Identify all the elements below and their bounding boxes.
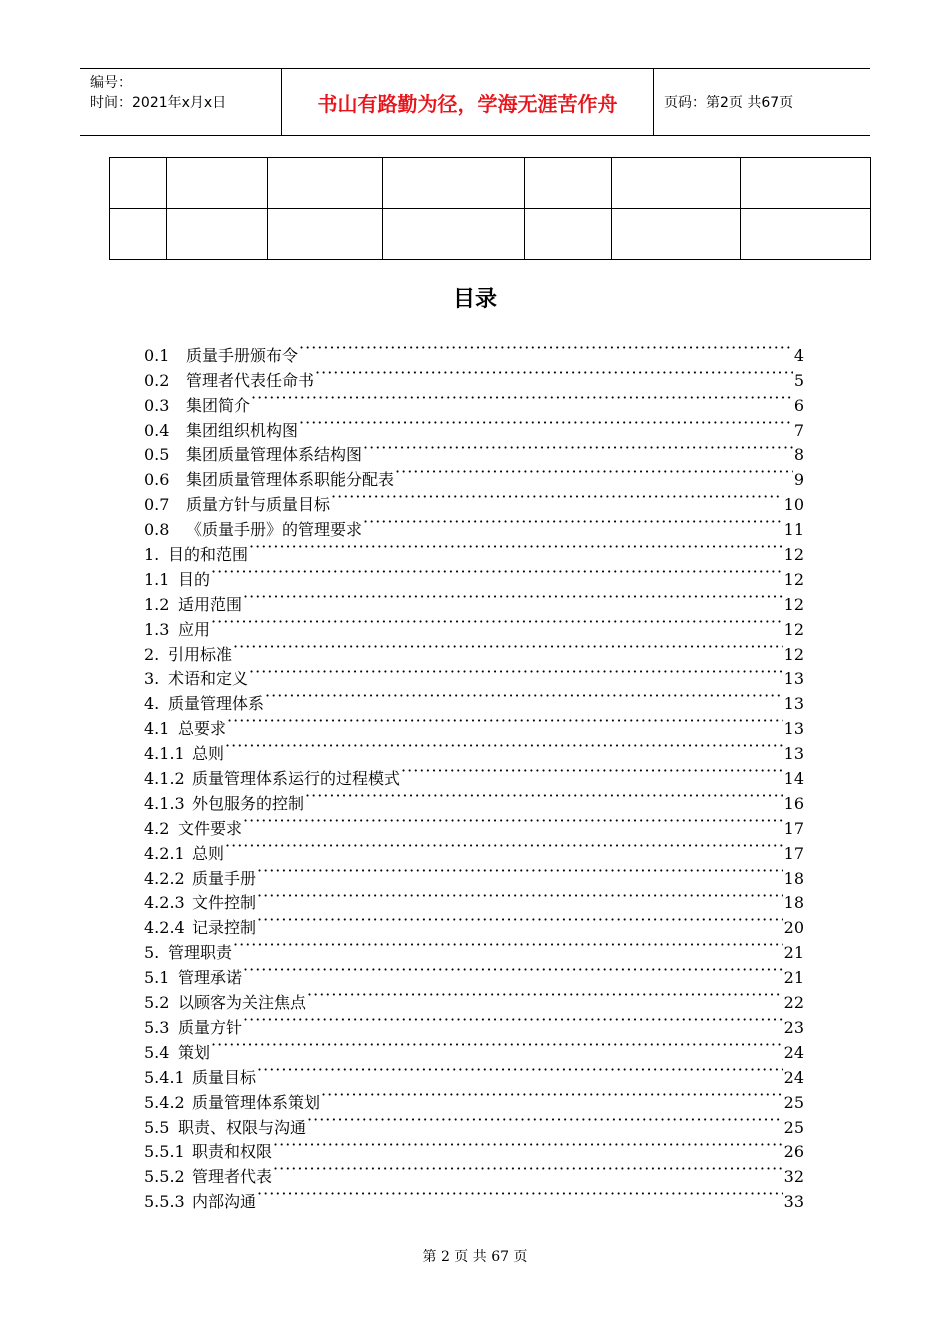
page-footer: 第 2 页 共 67 页 [422,1249,528,1265]
toc-entry-title: 集团质量管理体系结构图 [186,445,363,465]
header-motto: 书山有路勤为径，学海无涯苦作舟 [282,69,654,135]
toc-entry-number: 4.1.2 [144,769,185,789]
header-page-info: 页码：第2页 共67页 [664,95,794,111]
toc-entry-page: 24 [783,1042,804,1062]
toc-entry-page: 32 [783,1167,804,1187]
toc-entry-page: 20 [783,918,804,938]
toc-entry-number: 1. [144,545,160,565]
toc-leader-dots [257,908,783,933]
toc-entry-title: 总要求 [178,719,227,739]
table-cell [267,158,382,209]
table-cell [267,209,382,260]
toc-entry-page: 26 [783,1142,804,1162]
header-meta [80,69,282,135]
toc-entry-title: 应用 [178,619,211,639]
toc-entry-number: 0.6 [144,470,170,490]
toc-leader-dots [321,1083,783,1108]
toc-entry-number: 4.1 [144,719,170,739]
toc-entry-number: 0.4 [144,420,170,440]
toc-leader-dots [225,734,783,759]
toc-entry-number: 5. [144,943,160,963]
toc-entry-page: 17 [783,818,804,838]
toc-entry-title: 文件控制 [192,893,257,913]
toc-leader-dots [307,983,783,1008]
toc-entry-title: 策划 [178,1042,211,1062]
toc-entry-number: 5.5.3 [144,1192,185,1212]
empty-grid-table [109,157,871,260]
toc-leader-dots [211,610,783,635]
toc-entry-title: 质量管理体系运行的过程模式 [192,769,401,789]
toc-entry-page: 23 [783,1017,804,1037]
toc-leader-dots [299,411,793,436]
toc-entry[interactable] [144,734,804,764]
toc-entry[interactable] [144,933,804,963]
toc-entry-number: 1.1 [144,569,170,589]
toc-entry-page: 16 [783,793,804,813]
toc-entry-page: 21 [783,968,804,988]
toc-entry-title: 质量手册 [192,868,257,888]
toc-entry-title: 《质量手册》的管理要求 [186,520,363,540]
toc-entry-number: 4.2.4 [144,918,185,938]
toc-entry-page: 12 [783,545,804,565]
document-header [80,68,870,136]
toc-leader-dots [225,834,783,859]
toc-entry-number: 0.8 [144,520,170,540]
toc-leader-dots [305,784,783,809]
toc-entry-number: 0.1 [144,345,170,365]
toc-leader-dots [249,660,783,685]
toc-entry[interactable] [144,958,804,988]
toc-leader-dots [251,386,793,411]
toc-entry-number: 4.2.3 [144,893,185,913]
toc-entry-page: 9 [793,470,804,490]
toc-entry[interactable] [144,983,804,1013]
table-cell [612,209,741,260]
toc-entry-number: 0.7 [144,495,170,515]
toc-entry-page: 22 [783,993,804,1013]
code-label: 编号： [90,75,132,91]
toc-entry-page: 13 [783,669,804,689]
toc-entry[interactable] [144,834,804,863]
toc-entry-number: 5.3 [144,1017,170,1037]
toc-entry-title: 质量方针 [178,1017,243,1037]
toc-entry[interactable] [144,759,804,789]
toc-entry[interactable] [144,709,804,739]
toc-entry[interactable] [144,1008,804,1037]
toc-entry-number: 4.2.2 [144,868,185,888]
table-cell [741,158,871,209]
toc-entry-page: 25 [783,1092,804,1112]
toc-leader-dots [243,585,783,610]
table-cell [110,158,167,209]
toc-leader-dots [257,859,783,884]
toc-entry-title: 外包服务的控制 [192,793,305,813]
table-of-contents [144,336,804,1212]
toc-entry[interactable] [144,859,804,888]
toc-entry-number: 2. [144,644,160,664]
toc-entry-page: 25 [783,1117,804,1137]
toc-leader-dots [401,759,783,784]
toc-entry-page: 5 [793,370,804,390]
toc-leader-dots [243,1008,783,1033]
toc-leader-dots [363,510,783,535]
toc-title: 目录 [452,287,497,312]
toc-entry-page: 12 [783,619,804,639]
table-cell [525,158,612,209]
toc-entry-number: 5.5.1 [144,1142,185,1162]
table-cell [741,209,871,260]
toc-entry-number: 1.3 [144,619,170,639]
toc-entry-number: 5.5.2 [144,1167,185,1187]
toc-leader-dots [227,709,783,734]
toc-entry-page: 13 [783,744,804,764]
toc-leader-dots [257,884,783,909]
toc-leader-dots [299,336,793,361]
toc-entry-title: 总则 [192,744,225,764]
toc-entry-title: 管理者代表任命书 [186,370,315,390]
toc-entry-title: 总则 [192,843,225,863]
toc-entry-title: 质量手册颁布令 [186,345,299,365]
toc-leader-dots [273,1133,783,1158]
toc-entry-page: 8 [793,445,804,465]
table-cell [612,158,741,209]
toc-entry-title: 记录控制 [192,918,257,938]
table-cell [525,209,612,260]
toc-leader-dots [315,361,793,386]
toc-leader-dots [211,1033,783,1058]
toc-leader-dots [243,958,783,983]
toc-entry-title: 职责和权限 [192,1142,273,1162]
toc-leader-dots [395,460,793,485]
toc-entry-number: 5.4.2 [144,1092,185,1112]
toc-leader-dots [265,684,783,709]
toc-entry-title: 适用范围 [178,594,243,614]
toc-entry-title: 集团质量管理体系职能分配表 [186,470,395,490]
toc-entry[interactable] [144,635,804,664]
toc-entry-page: 13 [783,719,804,739]
toc-entry-title: 质量管理体系策划 [192,1092,321,1112]
toc-entry-page: 6 [793,395,804,415]
toc-entry-number: 5.2 [144,993,170,1013]
toc-entry[interactable] [144,560,804,589]
toc-entry-title: 质量管理体系 [168,694,265,714]
table-row [110,209,871,260]
toc-entry-number: 4.1.1 [144,744,185,764]
toc-entry-number: 5.4 [144,1042,170,1062]
toc-entry-page: 18 [783,868,804,888]
toc-entry-title: 目的 [178,569,211,589]
toc-leader-dots [331,485,783,510]
toc-entry-page: 12 [783,594,804,614]
toc-leader-dots [233,635,783,660]
toc-entry-title: 质量目标 [192,1067,257,1087]
toc-entry-title: 管理者代表 [192,1167,273,1187]
table-cell [382,158,525,209]
table-cell [166,158,267,209]
toc-leader-dots [307,1108,783,1133]
toc-entry-page: 24 [783,1067,804,1087]
toc-entry-number: 1.2 [144,594,170,614]
toc-entry[interactable] [144,336,804,365]
toc-entry-number: 0.5 [144,445,170,465]
toc-entry-number: 4.2.1 [144,843,185,863]
toc-entry-page: 10 [783,495,804,515]
toc-entry[interactable] [144,585,804,614]
toc-entry-title: 质量方针与质量目标 [186,495,331,515]
toc-entry-title: 集团组织机构图 [186,420,299,440]
table-cell [382,209,525,260]
toc-entry-title: 管理职责 [168,943,233,963]
toc-leader-dots [257,1058,783,1083]
toc-entry[interactable] [144,610,804,639]
toc-entry-number: 5.4.1 [144,1067,185,1087]
toc-entry-number: 4.2 [144,818,170,838]
toc-entry-number: 5.1 [144,968,170,988]
toc-entry-page: 7 [793,420,804,440]
toc-entry-title: 内部沟通 [192,1192,257,1212]
toc-entry-number: 4. [144,694,160,714]
toc-entry-page: 12 [783,644,804,664]
table-row [110,158,871,209]
toc-entry-page: 18 [783,893,804,913]
toc-leader-dots [211,560,783,585]
toc-entry[interactable] [144,1033,804,1062]
toc-leader-dots [249,535,783,560]
toc-entry-number: 0.3 [144,395,170,415]
toc-entry-page: 11 [783,520,804,540]
date-label: 时间：2021年x月x日 [90,95,227,111]
toc-entry-title: 职责、权限与沟通 [178,1117,307,1137]
toc-entry[interactable] [144,809,804,838]
toc-entry-page: 4 [793,345,804,365]
toc-leader-dots [243,809,783,834]
toc-entry-page: 21 [783,943,804,963]
toc-entry-page: 33 [783,1192,804,1212]
toc-entry-number: 0.2 [144,370,170,390]
toc-entry-title: 集团简介 [186,395,251,415]
toc-entry[interactable] [144,660,804,689]
toc-entry-title: 引用标准 [168,644,233,664]
toc-entry-page: 13 [783,694,804,714]
toc-entry-title: 术语和定义 [168,669,249,689]
toc-entry-title: 目的和范围 [168,545,249,565]
table-cell [110,209,167,260]
toc-leader-dots [257,1182,783,1207]
toc-entry-title: 以顾客为关注焦点 [178,993,307,1013]
toc-entry[interactable] [144,1058,804,1087]
toc-entry-number: 4.1.3 [144,793,185,813]
toc-leader-dots [233,933,783,958]
toc-entry-number: 5.5 [144,1117,170,1137]
table-cell [166,209,267,260]
toc-entry-page: 17 [783,843,804,863]
toc-entry-page: 14 [783,769,804,789]
toc-entry-title: 文件要求 [178,818,243,838]
toc-leader-dots [273,1157,783,1182]
toc-leader-dots [363,436,793,461]
toc-entry-title: 管理承诺 [178,968,243,988]
toc-entry-page: 12 [783,569,804,589]
toc-entry-number: 3. [144,669,160,689]
